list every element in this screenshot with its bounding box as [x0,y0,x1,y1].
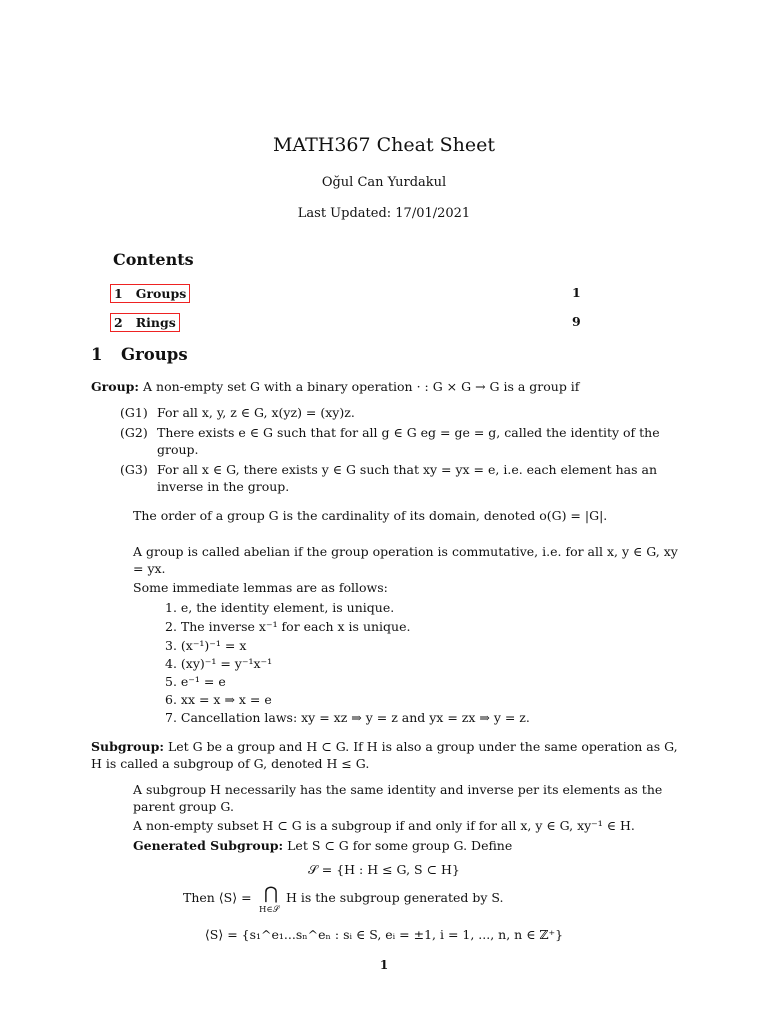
group-definition [91,378,579,395]
subgroup-note: A subgroup H necessarily has the same identity and inverse per its elements as the parent group G. [133,782,663,814]
toc-entry-label: Groups [135,286,187,301]
then-suffix: H is the subgroup generated by S. [286,890,504,905]
subgroup-label: Subgroup: [91,739,164,754]
contents-heading: Contents [113,250,194,269]
toc-link-rings[interactable] [110,313,180,332]
axiom-text: For all x ∈ G, there exists y ∈ G such that xy = yx = e, i.e. each element has an inverse in the group. [157,462,658,494]
lemma-item: 3. (x⁻¹)⁻¹ = x [165,638,247,653]
intersection-symbol: ⋂ [264,884,278,904]
section-heading-groups [91,345,188,364]
toc-entry-number: 1 [114,286,123,301]
toc-entry-label: Rings [135,315,176,330]
document-author: Oğul Can Yurdakul [321,175,447,190]
toc-page-groups: 1 [572,285,581,300]
generated-subgroup-definition [133,837,512,854]
lemma-item: 1. e, the identity element, is unique. [165,600,395,615]
section-title: Groups [121,345,188,364]
document-title: MATH367 Cheat Sheet [272,134,496,156]
abelian-paragraph: A group is called abelian if the group operation is commutative, i.e. for all x, y ∈ G, xy = yx. [133,544,678,576]
lemma-item: 4. (xy)⁻¹ = y⁻¹x⁻¹ [165,656,273,671]
toc-link-groups[interactable] [110,284,190,303]
axiom-text: For all x, y, z ∈ G, x(yz) = (xy)z. [157,405,355,420]
generated-set-formula: ⟨S⟩ = {s₁^e₁...sₙ^eₙ : sᵢ ∈ S, eᵢ = ±1, i = 1, ..., n, n ∈ ℤ⁺} [204,927,564,942]
generated-subgroup-text: Let S ⊂ G for some group G. Define [287,838,513,853]
group-def-label: Group: [91,379,140,394]
intersection-subscript: H∈𝒮 [259,905,280,915]
page-number: 1 [379,958,389,972]
toc-entry-number: 2 [114,315,123,330]
order-paragraph: The order of a group G is the cardinality of its domain, denoted o(G) = |G|. [133,508,608,523]
toc-page-rings: 9 [572,314,581,329]
subgroup-definition [91,738,679,772]
axiom-label: (G2) [120,425,148,440]
axiom-label: (G3) [120,462,148,477]
axiom-text: There exists e ∈ G such that for all g ∈ G eg = ge = g, called the identity of the group. [157,425,660,457]
axiom-label: (G1) [120,405,148,420]
section-number: 1 [91,345,103,364]
then-prefix: Then ⟨S⟩ = [183,890,252,905]
lemma-item: 2. The inverse x⁻¹ for each x is unique. [165,619,411,634]
lemma-item: 7. Cancellation laws: xy = xz ⇒ y = z and yx = zx ⇒ y = z. [165,710,530,725]
lemmas-intro: Some immediate lemmas are as follows: [133,580,388,595]
generated-subgroup-label: Generated Subgroup: [133,838,284,853]
group-def-text: A non-empty set G with a binary operation · : G × G → G is a group if [143,379,580,394]
subgroup-criterion: A non-empty subset H ⊂ G is a subgroup if and only if for all x, y ∈ G, xy⁻¹ ∈ H. [133,818,635,833]
last-updated: Last Updated: 17/01/2021 [297,206,471,221]
lemma-item: 5. e⁻¹ = e [165,674,226,689]
lemma-item: 6. xx = x ⇒ x = e [165,692,272,707]
subgroup-text: Let G be a group and H ⊂ G. If H is also a group under the same operation as G, H is called a subgroup of G, denoted H ≤ G. [91,739,678,771]
set-definition-formula: 𝒮 = {H : H ≤ G, S ⊂ H} [308,862,460,877]
